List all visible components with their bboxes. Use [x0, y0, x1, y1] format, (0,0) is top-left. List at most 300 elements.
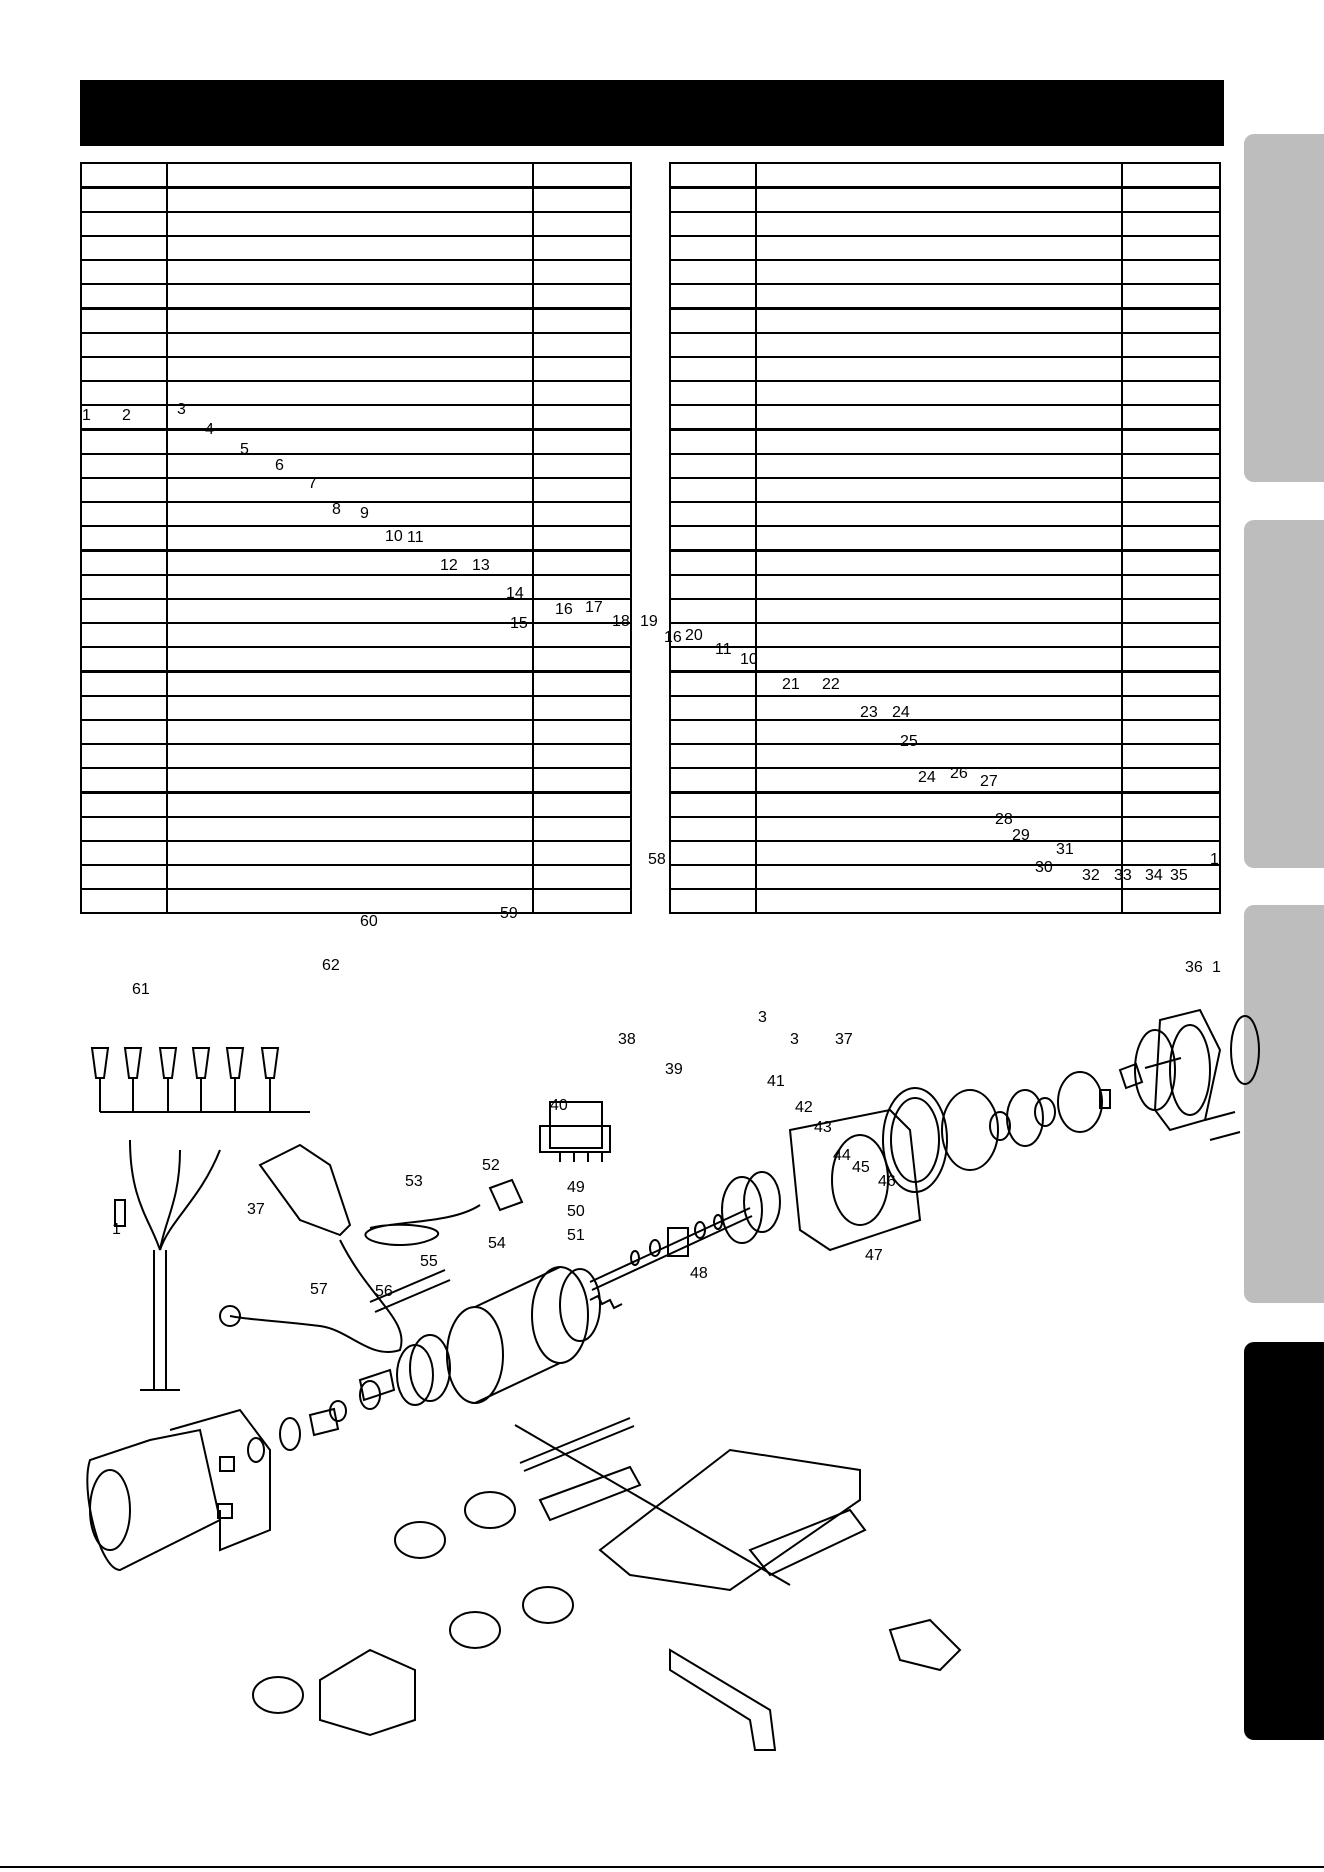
- callout-c-33: 33: [1114, 867, 1132, 884]
- footer-rule: [0, 1866, 1324, 1868]
- table-row: [81, 260, 631, 284]
- table-row: [670, 768, 1220, 793]
- table-cell: [167, 381, 533, 405]
- table-cell: [81, 333, 167, 357]
- callout-c-35: 35: [1170, 867, 1188, 884]
- table-row: [670, 405, 1220, 430]
- table-cell: [167, 720, 533, 744]
- callout-c-24b: 24: [918, 769, 936, 786]
- callout-c-41: 41: [767, 1073, 785, 1090]
- table-cell: [1122, 575, 1220, 599]
- seal-ring-10-left: [397, 1345, 433, 1405]
- table-cell: [167, 454, 533, 478]
- table-row: [81, 720, 631, 744]
- table-row: [81, 817, 631, 841]
- callout-c-3a: 3: [177, 401, 186, 418]
- callout-c-1d: 1: [112, 1221, 121, 1238]
- table-cell: [1122, 236, 1220, 260]
- table-cell: [756, 575, 1122, 599]
- table-row: [670, 357, 1220, 381]
- table-cell: [1122, 526, 1220, 551]
- table-cell: [756, 357, 1122, 381]
- table-cell: [81, 188, 167, 213]
- callout-c-16b: 16: [664, 629, 682, 646]
- callout-c-13: 13: [472, 557, 490, 574]
- table-cell: [81, 236, 167, 260]
- callout-c-47: 47: [865, 1247, 883, 1264]
- remote-control: [220, 1145, 402, 1352]
- callout-c-38: 38: [618, 1031, 636, 1048]
- table-row: [81, 551, 631, 576]
- table-cell: [533, 188, 631, 213]
- callout-c-59: 59: [500, 905, 518, 922]
- table-cell: [670, 575, 756, 599]
- table-cell: [670, 720, 756, 744]
- table-cell: [1122, 623, 1220, 647]
- table-cell: [1122, 793, 1220, 818]
- table-cell: [1122, 381, 1220, 405]
- table-cell: [1122, 188, 1220, 213]
- table-cell: [533, 260, 631, 284]
- callout-c-22: 22: [822, 676, 840, 693]
- table-cell: [1122, 720, 1220, 744]
- callout-c-29: 29: [1012, 827, 1030, 844]
- table-cell: [1122, 309, 1220, 334]
- table-cell: [167, 478, 533, 502]
- table-cell: [81, 623, 167, 647]
- callout-c-20: 20: [685, 627, 703, 644]
- table-cell: [81, 768, 167, 793]
- table-cell: [533, 744, 631, 768]
- table-cell: [533, 647, 631, 672]
- callout-c-32: 32: [1082, 867, 1100, 884]
- section-tab-3[interactable]: [1244, 905, 1324, 1303]
- table-row: [670, 333, 1220, 357]
- table-cell: [167, 188, 533, 213]
- table-row: [81, 744, 631, 768]
- table-cell: [533, 817, 631, 841]
- table-cell: [533, 865, 631, 889]
- table-cell: [81, 502, 167, 526]
- table-cell: [167, 212, 533, 236]
- table-cell: [756, 454, 1122, 478]
- cable-clamp-57: [253, 1677, 303, 1713]
- table-cell: [756, 817, 1122, 841]
- callout-c-3b: 3: [758, 1009, 767, 1026]
- callout-c-52: 52: [482, 1157, 500, 1174]
- table-cell: [533, 430, 631, 455]
- table-cell: [756, 502, 1122, 526]
- table-cell: [670, 381, 756, 405]
- table-cell: [670, 405, 756, 430]
- table-cell: [756, 768, 1122, 793]
- table-cell: [756, 381, 1122, 405]
- callout-c-12: 12: [440, 557, 458, 574]
- callout-c-54: 54: [488, 1235, 506, 1252]
- callout-c-31: 31: [1056, 841, 1074, 858]
- table-cell: [533, 478, 631, 502]
- table-cell: [670, 357, 756, 381]
- table-cell: [533, 502, 631, 526]
- table-cell: [167, 575, 533, 599]
- table-cell: [167, 817, 533, 841]
- mounting-plate: [600, 1450, 860, 1590]
- table-cell: [167, 744, 533, 768]
- wire-harness: [115, 1140, 220, 1390]
- table-cell: [670, 260, 756, 284]
- table-cell: [670, 672, 756, 697]
- table-cell: [167, 260, 533, 284]
- table-cell: [533, 405, 631, 430]
- callout-c-10b: 10: [740, 651, 758, 668]
- table-cell: [1122, 163, 1220, 188]
- table-cell: [756, 163, 1122, 188]
- table-cell: [756, 865, 1122, 889]
- callout-c-15: 15: [510, 615, 528, 632]
- callout-c-40: 40: [550, 1097, 568, 1114]
- table-row: [670, 212, 1220, 236]
- table-cell: [81, 817, 167, 841]
- table-cell: [167, 236, 533, 260]
- table-cell: [81, 793, 167, 818]
- table-row: [81, 672, 631, 697]
- table-row: [81, 163, 631, 188]
- motor-assembly: [87, 1410, 270, 1570]
- table-cell: [81, 454, 167, 478]
- table-cell: [533, 381, 631, 405]
- table-cell: [533, 696, 631, 720]
- table-row: [670, 575, 1220, 599]
- table-cell: [670, 526, 756, 551]
- table-cell: [1122, 284, 1220, 309]
- table-cell: [670, 623, 756, 647]
- table-row: [670, 309, 1220, 334]
- section-tab-parts-active[interactable]: [1244, 1342, 1324, 1740]
- table-row: [81, 236, 631, 260]
- table-cell: [167, 284, 533, 309]
- table-cell: [167, 599, 533, 623]
- table-cell: [167, 430, 533, 455]
- section-tab-1[interactable]: [1244, 134, 1324, 482]
- table-cell: [167, 696, 533, 720]
- callout-c-53: 53: [405, 1173, 423, 1190]
- parts-table-right: [669, 162, 1221, 914]
- table-cell: [81, 865, 167, 889]
- table-row: [81, 212, 631, 236]
- table-row: [670, 526, 1220, 551]
- table-cell: [81, 889, 167, 913]
- wire-rope: [515, 1425, 790, 1585]
- callout-c-57: 57: [310, 1281, 328, 1298]
- callout-c-19: 19: [640, 613, 658, 630]
- table-cell: [756, 551, 1122, 576]
- table-row: [81, 357, 631, 381]
- table-cell: [1122, 357, 1220, 381]
- callout-c-45: 45: [852, 1159, 870, 1176]
- table-cell: [167, 623, 533, 647]
- table-cell: [1122, 551, 1220, 576]
- table-cell: [1122, 744, 1220, 768]
- table-cell: [533, 333, 631, 357]
- callout-c-11b: 11: [715, 641, 732, 658]
- table-cell: [81, 647, 167, 672]
- callout-c-5: 5: [240, 441, 249, 458]
- table-cell: [1122, 599, 1220, 623]
- planetary-gear-set: [942, 1064, 1142, 1170]
- table-row: [670, 599, 1220, 623]
- table-cell: [670, 284, 756, 309]
- table-cell: [81, 357, 167, 381]
- table-cell: [670, 309, 756, 334]
- table-cell: [1122, 405, 1220, 430]
- cable-clamp-54: [523, 1587, 573, 1623]
- table-row: [81, 647, 631, 672]
- callout-c-11a: 11: [407, 529, 424, 546]
- table-cell: [81, 599, 167, 623]
- table-cell: [1122, 333, 1220, 357]
- table-cell: [81, 260, 167, 284]
- table-cell: [81, 744, 167, 768]
- table-cell: [756, 188, 1122, 213]
- table-cell: [756, 647, 1122, 672]
- table-row: [670, 478, 1220, 502]
- table-row: [81, 841, 631, 865]
- table-cell: [81, 696, 167, 720]
- callout-c-49: 49: [567, 1179, 585, 1196]
- table-row: [670, 865, 1220, 889]
- motor-coupling-parts: [218, 1370, 394, 1518]
- table-row: [670, 551, 1220, 576]
- table-row: [81, 309, 631, 334]
- table-cell: [1122, 478, 1220, 502]
- table-cell: [670, 502, 756, 526]
- table-cell: [670, 236, 756, 260]
- table-cell: [756, 333, 1122, 357]
- table-row: [670, 284, 1220, 309]
- parts-list-header-bar: [80, 80, 1224, 146]
- callout-c-44: 44: [833, 1147, 851, 1164]
- callout-c-48: 48: [690, 1265, 708, 1282]
- table-cell: [1122, 502, 1220, 526]
- table-cell: [81, 526, 167, 551]
- table-cell: [533, 672, 631, 697]
- table-cell: [167, 163, 533, 188]
- table-cell: [167, 889, 533, 913]
- winch-drum: [447, 1267, 600, 1403]
- table-row: [81, 478, 631, 502]
- table-cell: [1122, 647, 1220, 672]
- cable-clamp-53: [395, 1522, 445, 1558]
- table-row: [670, 720, 1220, 744]
- callout-c-62: 62: [322, 957, 340, 974]
- table-row: [670, 889, 1220, 913]
- table-row: [81, 599, 631, 623]
- table-row: [81, 793, 631, 818]
- table-cell: [81, 309, 167, 334]
- table-row: [81, 502, 631, 526]
- table-cell: [533, 454, 631, 478]
- table-cell: [756, 284, 1122, 309]
- table-cell: [1122, 212, 1220, 236]
- table-cell: [756, 260, 1122, 284]
- table-cell: [1122, 696, 1220, 720]
- table-cell: [1122, 768, 1220, 793]
- callout-c-3c: 3: [790, 1031, 799, 1048]
- table-cell: [756, 672, 1122, 697]
- table-cell: [670, 889, 756, 913]
- callout-c-46: 46: [878, 1173, 896, 1190]
- table-cell: [756, 744, 1122, 768]
- table-row: [670, 841, 1220, 865]
- table-row: [670, 430, 1220, 455]
- table-cell: [756, 478, 1122, 502]
- callout-c-43: 43: [814, 1119, 832, 1136]
- callout-c-30: 30: [1035, 859, 1053, 876]
- solenoid-cover: [320, 1650, 415, 1735]
- table-cell: [1122, 672, 1220, 697]
- callout-c-10a: 10: [385, 528, 403, 545]
- table-row: [670, 260, 1220, 284]
- table-row: [81, 526, 631, 551]
- table-cell: [756, 599, 1122, 623]
- callout-c-7: 7: [308, 475, 317, 492]
- table-cell: [533, 163, 631, 188]
- table-row: [81, 188, 631, 213]
- table-cell: [167, 793, 533, 818]
- table-row: [670, 163, 1220, 188]
- table-row: [670, 381, 1220, 405]
- table-cell: [81, 672, 167, 697]
- exploded-assembly-diagram: [70, 401, 1250, 1750]
- parts-table-left: [80, 162, 632, 914]
- table-cell: [756, 793, 1122, 818]
- section-tab-2[interactable]: [1244, 520, 1324, 868]
- table-cell: [1122, 260, 1220, 284]
- table-row: [81, 768, 631, 793]
- callout-c-23: 23: [860, 704, 878, 721]
- plug-terminals-group: [92, 1048, 310, 1112]
- table-cell: [167, 333, 533, 357]
- table-row: [670, 623, 1220, 647]
- table-row: [81, 865, 631, 889]
- callout-c-4: 4: [205, 421, 214, 438]
- callout-c-51: 51: [567, 1227, 585, 1244]
- callout-c-42: 42: [795, 1099, 813, 1116]
- table-row: [81, 284, 631, 309]
- table-row: [670, 454, 1220, 478]
- callout-c-26: 26: [950, 765, 968, 782]
- table-cell: [756, 889, 1122, 913]
- table-row: [670, 817, 1220, 841]
- table-cell: [533, 236, 631, 260]
- table-cell: [533, 889, 631, 913]
- table-cell: [756, 623, 1122, 647]
- callout-c-50: 50: [567, 1203, 585, 1220]
- callout-c-58: 58: [648, 851, 666, 868]
- table-cell: [670, 768, 756, 793]
- table-cell: [167, 502, 533, 526]
- table-cell: [533, 212, 631, 236]
- table-cell: [756, 405, 1122, 430]
- table-cell: [1122, 454, 1220, 478]
- callout-c-17: 17: [585, 599, 603, 616]
- table-row: [670, 188, 1220, 213]
- table-cell: [533, 841, 631, 865]
- callout-c-28: 28: [995, 811, 1013, 828]
- callout-c-1a: 1: [82, 407, 91, 424]
- table-cell: [670, 696, 756, 720]
- table-cell: [670, 841, 756, 865]
- table-row: [81, 454, 631, 478]
- cable-clamp-55: [450, 1612, 500, 1648]
- table-cell: [670, 744, 756, 768]
- brake-spring: [590, 1296, 622, 1308]
- table-cell: [670, 212, 756, 236]
- callout-c-25: 25: [900, 733, 918, 750]
- table-cell: [81, 841, 167, 865]
- callout-c-1b: 1: [1210, 851, 1219, 868]
- table-cell: [167, 526, 533, 551]
- table-cell: [81, 381, 167, 405]
- table-cell: [756, 212, 1122, 236]
- callout-c-60: 60: [360, 913, 378, 930]
- table-row: [670, 236, 1220, 260]
- table-cell: [670, 599, 756, 623]
- table-cell: [81, 212, 167, 236]
- callout-c-18: 18: [612, 613, 630, 630]
- table-cell: [81, 575, 167, 599]
- table-row: [81, 575, 631, 599]
- table-cell: [81, 720, 167, 744]
- table-cell: [167, 357, 533, 381]
- table-cell: [81, 478, 167, 502]
- table-cell: [533, 768, 631, 793]
- table-row: [81, 405, 631, 430]
- callout-c-8: 8: [332, 501, 341, 518]
- tie-bar: [520, 1418, 634, 1471]
- callout-c-27: 27: [980, 773, 998, 790]
- table-cell: [533, 793, 631, 818]
- table-cell: [670, 430, 756, 455]
- gear-housing-end-bearing: [790, 1110, 920, 1250]
- table-cell: [670, 551, 756, 576]
- table-row: [81, 381, 631, 405]
- main-drive-shaft: [590, 1208, 752, 1290]
- cable-clamp-52: [465, 1492, 515, 1528]
- table-row: [81, 333, 631, 357]
- table-cell: [533, 309, 631, 334]
- callout-c-39: 39: [665, 1061, 683, 1078]
- table-cell: [670, 163, 756, 188]
- table-row: [81, 889, 631, 913]
- callout-c-14: 14: [506, 585, 524, 602]
- table-row: [81, 623, 631, 647]
- table-cell: [756, 430, 1122, 455]
- table-cell: [756, 696, 1122, 720]
- table-cell: [81, 163, 167, 188]
- table-row: [81, 430, 631, 455]
- table-row: [670, 672, 1220, 697]
- table-cell: [533, 720, 631, 744]
- callout-c-16a: 16: [555, 601, 573, 618]
- table-row: [670, 502, 1220, 526]
- table-cell: [670, 817, 756, 841]
- callout-c-37a: 37: [835, 1031, 853, 1048]
- table-row: [670, 744, 1220, 768]
- table-cell: [756, 526, 1122, 551]
- table-cell: [1122, 817, 1220, 841]
- table-cell: [670, 188, 756, 213]
